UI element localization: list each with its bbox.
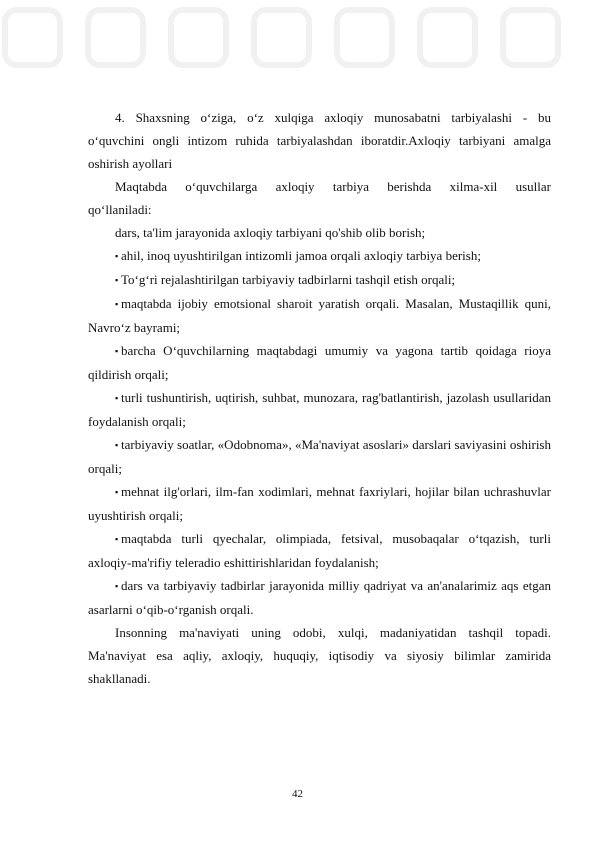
bullet-text: To‘g‘ri rejalashtirilgan tarbiyaviy tadbirlarni tashqil etish orqali; xyxy=(121,272,456,287)
bullet-text: turli tushuntirish, uqtirish, suhbat, munozara, rag'batlantirish, jazolash usullaridan foydalanish orqali; xyxy=(88,390,551,429)
bullet-item xyxy=(88,339,551,386)
final-paragraph-line-2: Ma'naviyat esa aqliy, axloqiy, huquqiy, iqtisodiy va siyosiy bilimlar zamirida xyxy=(88,648,551,663)
bullet-text: tarbiyaviy soatlar, «Odobnoma», «Ma'naviyat asoslari» darslari saviyasini oshirish orqali; xyxy=(88,437,551,476)
bullet-item xyxy=(88,574,551,621)
paragraph-1-line-1: 4. Shaxsning o‘ziga, o‘z xulqiga axloqiy munosabatni tarbiyalashi - bu xyxy=(115,110,551,125)
bullet-item xyxy=(88,433,551,480)
bullet-item xyxy=(88,292,551,339)
bullet-text: barcha O‘quvchilarning maqtabdagi umumiy va yagona tartib qoidaga rioya qildirish orqali; xyxy=(88,343,551,382)
bullet-item xyxy=(88,480,551,527)
bullet-marker-icon: ▪ xyxy=(115,440,119,450)
bullet-text: maqtabda turli qyechalar, olimpiada, fetsival, musobaqalar o‘tqazish, turli axloqiy-ma'rifiy teleradio eshittirishlaridan foydalanish; xyxy=(88,531,551,570)
bullet-text: ahil, inoq uyushtirilgan intizomli jamoa orqali axloqiy tarbiya berish; xyxy=(121,248,481,263)
paragraph-1-continuation: o‘quvchini ongli intizom ruhida tarbiyalashdan iboratdir.Axloqiy tarbiyani amalga oshirish ayollari xyxy=(88,133,551,171)
paragraph-2-line-1: Maqtabda o‘quvchilarga axloqiy tarbiya berishda xilma-xil usullar xyxy=(115,179,551,194)
bullet-item xyxy=(88,244,551,268)
bullet-marker-icon: ▪ xyxy=(115,346,119,356)
bullet-text: maqtabda ijobiy emotsional sharoit yaratish orqali. Masalan, Mustaqillik quni, Navro‘z bayrami; xyxy=(88,296,551,335)
bullet-marker-icon: ▪ xyxy=(115,393,119,403)
paragraph-3: dars, ta'lim jarayonida axloqiy tarbiyani qo'shib olib borish; xyxy=(115,225,426,240)
bullet-marker-icon: ▪ xyxy=(115,251,119,261)
bullet-marker-icon: ▪ xyxy=(115,487,119,497)
bullet-marker-icon: ▪ xyxy=(115,534,119,544)
page-number: 42 xyxy=(292,788,303,800)
final-paragraph-line-3: shakllanadi. xyxy=(88,671,151,686)
document-body xyxy=(88,106,551,690)
bullet-item xyxy=(88,268,551,292)
bullet-marker-icon: ▪ xyxy=(115,581,119,591)
final-paragraph-line-1: Insonning ma'naviyati uning odobi, xulqi, madaniyatidan tashqil topadi. xyxy=(115,625,551,640)
bullet-text: dars va tarbiyaviy tadbirlar jarayonida milliy qadriyat va an'analarimiz aqs etgan asarlarni o‘qib-o‘rganish orqali. xyxy=(88,578,551,617)
bullet-item xyxy=(88,527,551,574)
bullet-marker-icon: ▪ xyxy=(115,275,119,285)
bullet-item xyxy=(88,386,551,433)
bullet-marker-icon: ▪ xyxy=(115,299,119,309)
paragraph-2-continuation: qo‘llaniladi: xyxy=(88,202,152,217)
bullet-text: mehnat ilg'orlari, ilm-fan xodimlari, mehnat faxriylari, hojilar bilan uchrashuvlar uyushtirish orqali; xyxy=(88,484,551,523)
bullet-list xyxy=(88,244,551,621)
